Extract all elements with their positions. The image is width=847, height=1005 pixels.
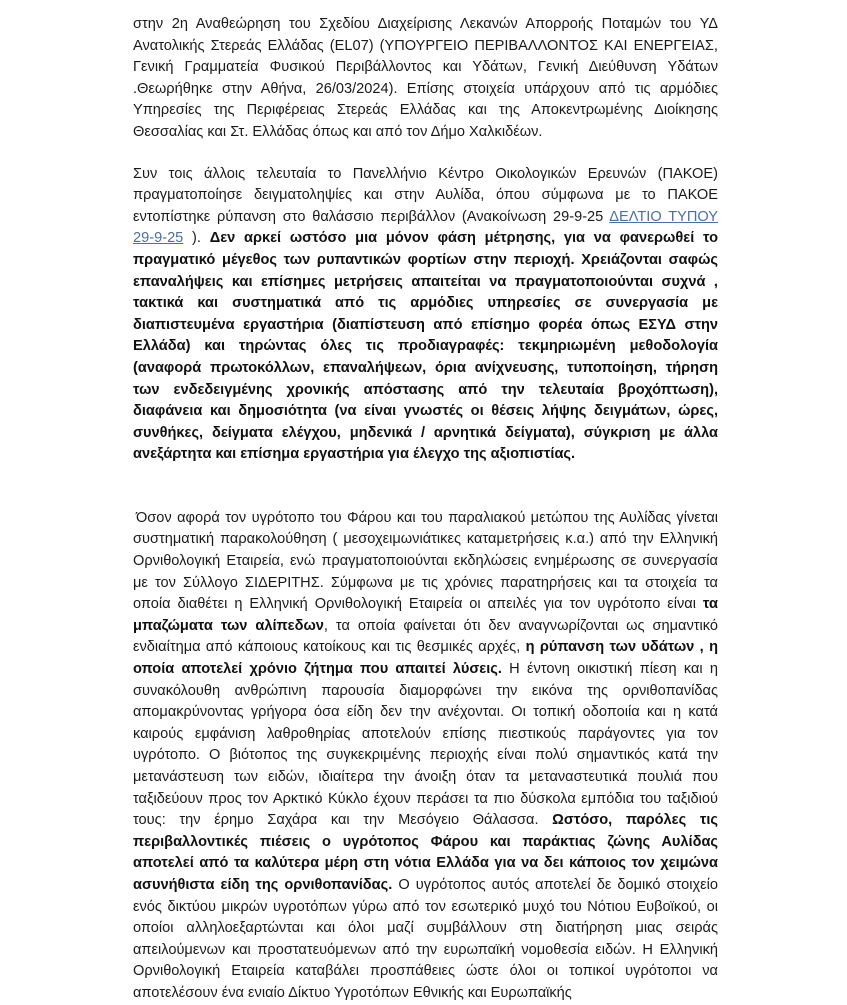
press-release-link[interactable]: ΔΕΛΤΙΟ ΤΥΠΟΥ 29-9-25 — [133, 208, 718, 247]
bold-text-run: τα μπαζώματα των αλίπεδων — [133, 596, 718, 634]
bold-text-run: Δεν αρκεί ωστόσο μια μόνον φάση μέτρησης, για να φανερωθεί το πραγματικό μέγεθος των ρυπαντικών φορτίων στην περιοχή. Χρειάζονται σαφώς επαναλήψεις και επίσημες μετρήσεις απαιτείται να πραγματοποιούνται συχνά , τακτικά και συστηματικά από τις αρμόδιες υπηρεσίες σε συνεργασία με διαπιστευμένα εργαστήρια (διαπίστευση από επίσημο φορέα όπως ΕΣΥΔ στην Ελλάδα) και τηρώντας όλες τις προδιαγραφές: τεκμηριωμένη μεθοδολογία (αναφορά πρωτοκόλλων, επαναλήψεων, όρια ανίχνευσης, τυποποίηση, τήρηση των ενδεδειγμένης χρονικής απόστασης από την τελευταία βροχόπτωση), διαφάνεια και δημοσιότητα (να είναι γνωστές οι θέσεις λήψης δειγμάτων, ώρες, συνθήκες, δείγματα ελέγχου, μηδενικά / αρνητικά δείγματα), σύγκριση με άλλα ανεξάρτητα και επίσημα εργαστήρια για έλεγχο της αξιοπιστίας. — [133, 230, 719, 463]
bold-text-run: Ωστόσο, παρόλες τις περιβαλλοντικές πιέσεις ο υγρότοπος Φάρου και παράκτιας ζώνης Αυλίδας αποτελεί από τα καλύτερα μέρη στη νότια Ελλάδα για να δει κάποιος τον χειμώνα ασυνήθιστα είδη της ορνιθοπανίδας. — [133, 812, 718, 893]
text-run: Συν τοις άλλοις τελευταία το Πανελλήνιο Κέντρο Οικολογικών Ερευνών (ΠΑΚΟΕ) πραγματοποίησε δειγματοληψίες και στην Αυλίδα, όπου σύμφωνα με το ΠΑΚΟΕ εντοπίστηκε ρύπανση στο θαλάσσιο περιβάλλον (Ανακοίνωση 29-9-25 — [133, 165, 718, 225]
document-page — [133, 14, 718, 1005]
paragraph-water-management-plan — [133, 14, 718, 144]
text-run: στην 2η Αναθεώρηση του Σχεδίου Διαχείρισης Λεκανών Απορροής Ποταμών του ΥΔ Ανατολικής Στερεάς Ελλάδας (EL07) (ΥΠΟΥΡΓΕΙΟ ΠΕΡΙΒΑΛΛΟΝΤΟΣ ΚΑΙ ΕΝΕΡΓΕΙΑΣ, Γενική Γραμματεία Φυσικού Περιβάλλοντος και Υδάτων, Γενική Διεύθυνση Υδάτων .Θεωρήθηκε στην Αθήνα, 26/03/2024). Επίσης στοιχεία υπάρχουν από τις αρμόδιες Υπηρεσίες της Περιφέρειας Στερεάς Ελλάδας και της Αποκεντρωμένης Διοίκησης Θεσσαλίας και Στ. Ελλάδας όπως και από τον Δήμο Χαλκιδέων. — [133, 16, 718, 140]
text-run: Ο υγρότοπος αυτός αποτελεί δε δομικό στοιχείο ενός δικτύου μικρών υγροτόπων γύρω από τον εσωτερικό μυχό του Νότιου Ευβοϊκού, οι οποίοι αλληλοεξαρτώνται και όλοι μαζί συμβάλλουν στη διατήρηση μιας σειράς απειλούμενων και προστατευόμενων από την ευρωπαϊκή νομοθεσία ειδών. Η Ελληνική Ορνιθολογική Εταιρεία καταβάλει προσπάθειες ώστε όλοι οι τοπικοί υγρότοποι να αποτελέσουν ένα ενιαίο Δίκτυο Υγροτόπων Εθνικής και Ευρωπαϊκής — [133, 876, 719, 1001]
bold-text-run: η ρύπανση των υδάτων , η οποία αποτελεί χρόνιο ζήτημα που απαιτεί λύσεις. — [133, 639, 718, 678]
text-run: ). — [183, 230, 210, 247]
paragraph-faros-wetland — [133, 508, 718, 1005]
text-run: , τα οποία φαίνεται ότι δεν αναγνωρίζονται ως σημαντικό ενδιαίτημα από κάποιους κατοίκους και τις θεσμικές αρχές, — [133, 617, 718, 656]
text-run: Η έντονη οικιστική πίεση και η συνακόλουθη ανθρώπινη παρουσία διαμορφώνει την εικόνα της ορνιθοπανίδας απομακρύνοντας γρήγορα όσα είδη δεν την ανέχονται. Οι τοπική οδοποιία και η κατά καιρούς εμφάνιση λαθροθηρίας αποτελούν επίσης πιεστικούς παράγοντες για τον υγρότοπο. Ο βιότοπος της συγκεκριμένης περιοχής είναι πολύ σημαντικός κατά την μετανάστευση των ειδών, ιδιαίτερα την άνοιξη όταν τα μεταναστευτικά πουλιά που ταξιδεύουν προς τον Αρκτικό Κύκλο έχουν περάσει τα πιο δύσκολα εμπόδια του ταξιδιού τους: την έρημο Σαχάρα και την Μεσόγειο Θάλασσα. — [133, 661, 718, 829]
paragraph-pakoe-sampling — [133, 164, 718, 466]
text-run: Όσον αφορά τον υγρότοπο του Φάρου και του παραλιακού μετώπου της Αυλίδας γίνεται συστηματική παρακολούθηση ( μεσοχειμωνιάτικες καταμετρήσεις κ.α.) από την Ελληνική Ορνιθολογική Εταιρεία, ενώ πραγματοποιούνται εκδηλώσεις ενημέρωσης σε συνεργασία με τον Σύλλογο ΣΙΔΕΡΙΤΗΣ. Σύμφωνα με τις χρόνιες παρατηρήσεις και τα στοιχεία τα οποία διαθέτει η Ελληνική Ορνιθολογική Εταιρεία οι απειλές για τον υγρότοπο είναι — [133, 509, 718, 613]
